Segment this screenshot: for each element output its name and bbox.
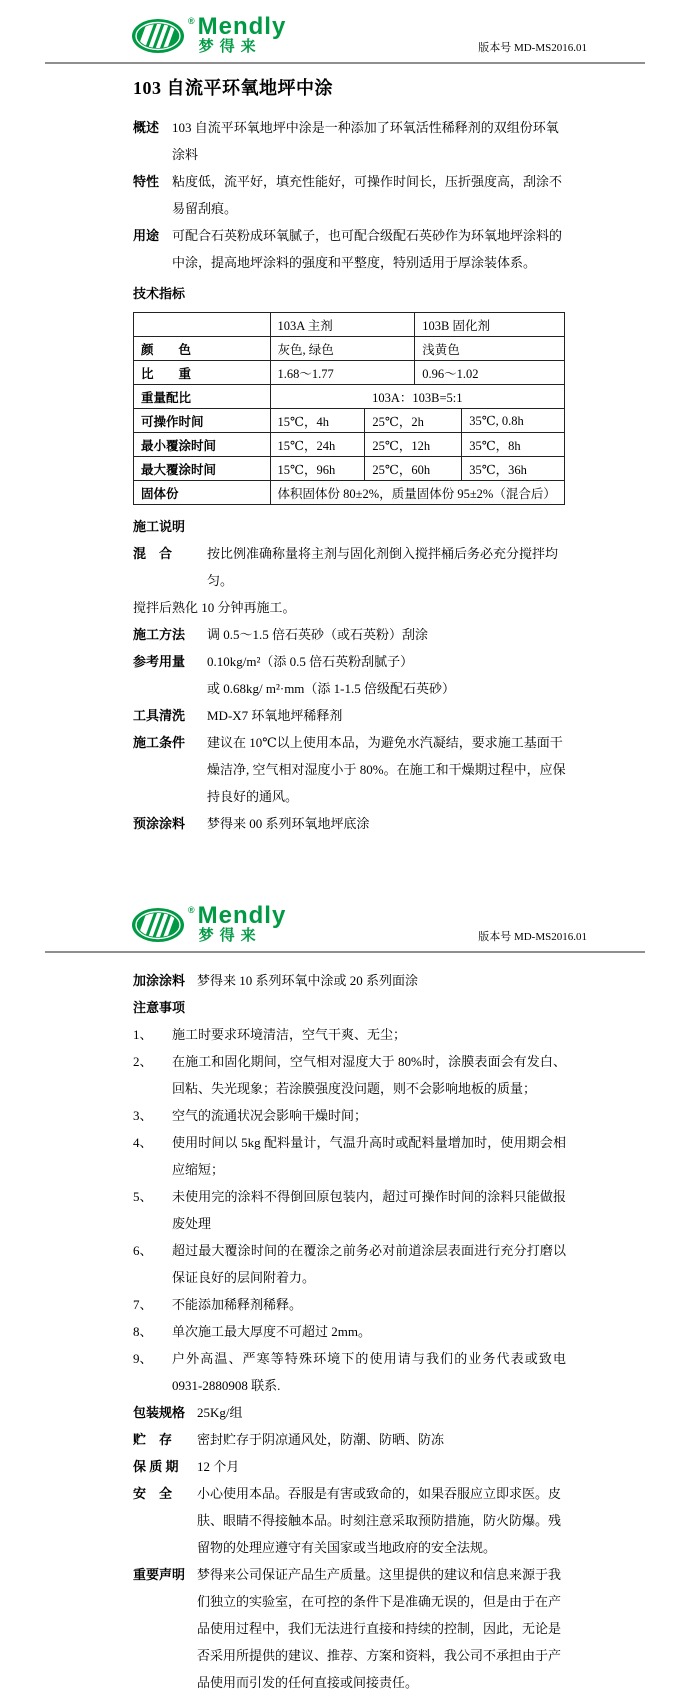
- min-recoat-25c: 25℃，12h: [365, 433, 462, 457]
- mendly-logo-icon: [131, 16, 187, 56]
- page1-content: [133, 114, 566, 837]
- page1-header: [0, 0, 687, 60]
- tool-cleaning-label: 工具清洗: [133, 708, 186, 723]
- dosage-row: [133, 648, 566, 675]
- storage-text: 密封贮存于阴凉通风处，防潮、防晒、防冻: [197, 1432, 445, 1447]
- brand-name-cn: 梦得来: [198, 927, 262, 944]
- mendly-logo: [131, 13, 287, 56]
- method-text: 调 0.5～1.5 倍石英砂（或石英粉）刮涂: [207, 627, 429, 642]
- page2-header: [0, 889, 687, 949]
- primer-row: [133, 810, 566, 837]
- pot-life-15c: 15℃，4h: [270, 409, 365, 433]
- note-number: 1、: [133, 1027, 153, 1042]
- note-item: [133, 1183, 566, 1237]
- note-text: 户外高温、严寒等特殊环境下的使用请与我们的业务代表或致电 0931-2880908 联系.: [172, 1351, 566, 1393]
- header-rule: [45, 62, 645, 64]
- mendly-logo: [131, 902, 287, 945]
- mixing-text-line2: 搅拌后熟化 10 分钟再施工。: [133, 600, 296, 615]
- note-number: 8、: [133, 1324, 153, 1339]
- table-row-pot-life: [134, 409, 565, 433]
- conditions-label: 施工条件: [133, 735, 186, 750]
- header-rule: [45, 951, 645, 953]
- overview-text: 103 自流平环氧地坪中涂是一种添加了环氧活性稀释剂的双组份环氧涂料: [172, 120, 559, 162]
- safety-text: 小心使用本品。吞服是有害或致命的，如果吞服应立即求医。皮肤、眼睛不得接触本品。时刻注意采取预防措施，防火防爆。残留物的处理应遵守有关国家或当地政府的安全法规。: [197, 1486, 562, 1555]
- table-row-solids: [134, 481, 565, 505]
- storage-row: [133, 1426, 566, 1453]
- packing-label: 包装规格: [133, 1405, 186, 1420]
- note-number: 7、: [133, 1297, 153, 1312]
- conditions-text: 建议在 10℃以上使用本品，为避免水汽凝结，要求施工基面干燥洁净, 空气相对湿度小于 80%。在施工和干燥期过程中，应保持良好的通风。: [207, 735, 566, 804]
- recoat-text: 梦得来 10 系列环氧中涂或 20 系列面涂: [197, 973, 419, 988]
- note-number: 5、: [133, 1189, 153, 1204]
- mixing-text: 按比例准确称量将主剂与固化剂倒入搅拌桶后务必充分搅拌均匀。: [207, 546, 559, 588]
- table-header-empty-cell: [134, 313, 271, 337]
- solids-value: 体积固体份 80±2%，质量固体份 95±2%（混合后）: [270, 481, 564, 505]
- note-text: 施工时要求环境清洁，空气干爽、无尘；: [172, 1027, 407, 1042]
- mixing-row: [133, 540, 566, 594]
- note-text: 使用时间以 5kg 配料量计，气温升高时或配料量增加时，使用期会相应缩短；: [172, 1135, 566, 1177]
- color-label: 颜 色: [134, 337, 271, 361]
- ratio-label: 重量配比: [134, 385, 271, 409]
- features-row: [133, 168, 566, 222]
- conditions-row: [133, 729, 566, 810]
- color-103b: 浅黄色: [415, 337, 565, 361]
- note-text: 单次施工最大厚度不可超过 2mm。: [172, 1324, 371, 1339]
- table-row-gravity: [134, 361, 565, 385]
- tool-cleaning-text: MD-X7 环氧地坪稀释剂: [207, 708, 343, 723]
- primer-label: 预涂涂料: [133, 816, 186, 831]
- pot-life-35c: 35℃, 0.8h: [462, 409, 565, 433]
- min-recoat-15c: 15℃，24h: [270, 433, 365, 457]
- color-103a: 灰色, 绿色: [270, 337, 415, 361]
- max-recoat-25c: 25℃，60h: [365, 457, 462, 481]
- note-text: 超过最大覆涂时间的在覆涂之前务必对前道涂层表面进行充分打磨以保证良好的层间附着力。: [172, 1243, 566, 1285]
- overview-label: 概述: [133, 120, 160, 135]
- method-label: 施工方法: [133, 627, 186, 642]
- note-number: 4、: [133, 1135, 153, 1150]
- max-recoat-35c: 35℃，36h: [462, 457, 565, 481]
- statement-text: 梦得来公司保证产品生产质量。这里提供的建议和信息来源于我们独立的实验室，在可控的条件下是准确无误的，但是由于在产品使用过程中，我们无法进行直接和持续的控制，因此，无论是否采用所提供的建议、推荐、方案和资料，我公司不承担由于产品使用而引发的任何直接或间接责任。: [197, 1567, 562, 1690]
- note-item: [133, 1291, 566, 1318]
- ratio-value: 103A：103B=5:1: [270, 385, 564, 409]
- method-row: [133, 621, 566, 648]
- dosage-text: 0.10kg/m²（添 0.5 倍石英粉刮腻子）: [207, 654, 414, 669]
- dosage-label: 参考用量: [133, 654, 186, 669]
- dosage-row-line2: [133, 675, 566, 702]
- min-recoat-35c: 35℃，8h: [462, 433, 565, 457]
- storage-label: 贮 存: [133, 1432, 173, 1447]
- max-recoat-label: 最大覆涂时间: [134, 457, 271, 481]
- safety-label: 安 全: [133, 1486, 173, 1501]
- page-title: 103 自流平环氧地坪中涂: [133, 78, 333, 98]
- table-row-min-recoat: [134, 433, 565, 457]
- note-item: [133, 1237, 566, 1291]
- brand-name-en: Mendly: [197, 902, 287, 929]
- note-number: 6、: [133, 1243, 153, 1258]
- note-number: 9、: [133, 1351, 153, 1366]
- table-row-ratio: [134, 385, 565, 409]
- features-label: 特性: [133, 174, 160, 189]
- note-item: [133, 1345, 566, 1399]
- table-header-row: [134, 313, 565, 337]
- tool-cleaning-row: [133, 702, 566, 729]
- dosage-text-line2: 或 0.68kg/ m²·mm（添 1-1.5 倍级配石英砂）: [207, 681, 456, 696]
- tech-indicators-table: [133, 312, 565, 505]
- construction-heading: 施工说明: [133, 519, 186, 534]
- safety-row: [133, 1480, 566, 1561]
- primer-text: 梦得来 00 系列环氧地坪底涂: [207, 816, 370, 831]
- notes-list: [133, 1021, 566, 1399]
- table-row-max-recoat: [134, 457, 565, 481]
- note-item: [133, 1021, 566, 1048]
- recoat-row: [133, 967, 566, 994]
- usage-row: [133, 222, 566, 276]
- gravity-label: 比 重: [134, 361, 271, 385]
- mixing-label: 混 合: [133, 546, 173, 561]
- table-row-color: [134, 337, 565, 361]
- note-item: [133, 1129, 566, 1183]
- note-text: 空气的流通状况会影响干燥时间；: [172, 1108, 368, 1123]
- pot-life-25c: 25℃，2h: [365, 409, 462, 433]
- table-header-103a: 103A 主剂: [270, 313, 415, 337]
- brand-name-cn: 梦得来: [198, 38, 262, 55]
- packing-row: [133, 1399, 566, 1426]
- usage-text: 可配合石英粉成环氧腻子，也可配合级配石英砂作为环氧地坪涂料的中涂，提高地坪涂料的强度和平整度，特别适用于厚涂装体系。: [172, 228, 563, 270]
- notes-heading: 注意事项: [133, 1000, 186, 1015]
- statement-label: 重要声明: [133, 1567, 186, 1582]
- mendly-logo-icon: [131, 905, 187, 945]
- tech-indicators-heading: 技术指标: [133, 286, 186, 301]
- brand-text: [197, 13, 287, 56]
- recoat-label: 加涂涂料: [133, 973, 186, 988]
- note-text: 在施工和固化期间，空气相对湿度大于 80%时，涂膜表面会有发白、回粘、失光现象；若涂膜强度没问题，则不会影响地板的质量；: [172, 1054, 566, 1096]
- note-text: 不能添加稀释剂稀释。: [172, 1297, 303, 1312]
- solids-label: 固体份: [134, 481, 271, 505]
- pot-life-label: 可操作时间: [134, 409, 271, 433]
- shelf-life-text: 12 个月: [197, 1459, 240, 1474]
- features-text: 粘度低，流平好，填充性能好，可操作时间长，压折强度高，刮涂不易留刮痕。: [172, 174, 563, 216]
- version-label: 版本号 MD-MS2016.01: [478, 42, 587, 54]
- note-item: [133, 1318, 566, 1345]
- page2-content: [133, 967, 566, 1696]
- brand-text: [197, 902, 287, 945]
- gravity-103b: 0.96～1.02: [415, 361, 565, 385]
- max-recoat-15c: 15℃，96h: [270, 457, 365, 481]
- table-header-103b: 103B 固化剂: [415, 313, 565, 337]
- shelf-life-label: 保 质 期: [133, 1459, 179, 1474]
- note-text: 未使用完的涂料不得倒回原包装内，超过可操作时间的涂料只能做报废处理: [172, 1189, 566, 1231]
- gravity-103a: 1.68～1.77: [270, 361, 415, 385]
- note-item: [133, 1102, 566, 1129]
- note-item: [133, 1048, 566, 1102]
- version-label: 版本号 MD-MS2016.01: [478, 931, 587, 943]
- shelf-life-row: [133, 1453, 566, 1480]
- registered-mark-icon: ®: [188, 905, 195, 915]
- brand-name-en: Mendly: [197, 13, 287, 40]
- min-recoat-label: 最小覆涂时间: [134, 433, 271, 457]
- note-number: 3、: [133, 1108, 153, 1123]
- usage-label: 用途: [133, 228, 160, 243]
- registered-mark-icon: ®: [188, 16, 195, 26]
- note-number: 2、: [133, 1054, 153, 1069]
- overview-row: [133, 114, 566, 168]
- packing-text: 25Kg/组: [197, 1405, 243, 1420]
- statement-row: [133, 1561, 566, 1696]
